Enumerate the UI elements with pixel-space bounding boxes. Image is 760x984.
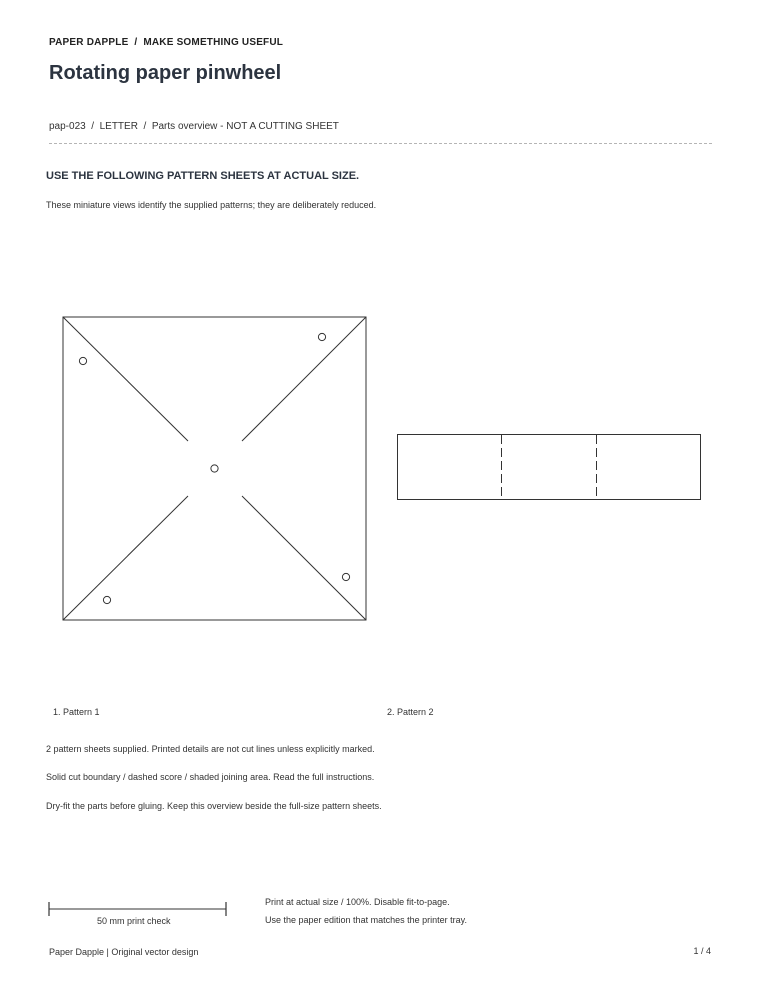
- strip-outline: [398, 435, 701, 500]
- page-number: 1 / 4: [693, 946, 711, 956]
- note-line: Solid cut boundary / dashed score / shaded joining area. Read the full instructions.: [46, 772, 375, 782]
- pin-hole: [103, 596, 110, 603]
- footer-credit: Paper Dapple | Original vector design: [49, 947, 199, 957]
- pinwheel-cut-line: [63, 317, 188, 441]
- scale-label: 50 mm print check: [97, 916, 171, 926]
- note-line: 2 pattern sheets supplied. Printed details are not cut lines unless explicitly marked.: [46, 744, 375, 754]
- note-line: Dry-fit the parts before gluing. Keep this overview beside the full-size pattern sheets.: [46, 801, 382, 811]
- pattern-1-caption: 1. Pattern 1: [53, 707, 100, 717]
- pinwheel-cut-line: [242, 496, 366, 620]
- pattern-2-caption: 2. Pattern 2: [387, 707, 434, 717]
- brand-breadcrumb: PAPER DAPPLE / MAKE SOMETHING USEFUL: [49, 37, 284, 48]
- document-meta: pap-023 / LETTER / Parts overview - NOT A CUTTING SHEET: [49, 121, 339, 132]
- pin-hole: [318, 333, 325, 340]
- pin-hole: [342, 573, 349, 580]
- pin-hole-center: [211, 465, 218, 472]
- pattern-2-preview: [396, 433, 702, 501]
- scale-bar: [47, 901, 229, 917]
- section-heading: USE THE FOLLOWING PATTERN SHEETS AT ACTUAL SIZE.: [46, 170, 360, 182]
- pinwheel-cut-line: [63, 496, 188, 620]
- pinwheel-cut-line: [242, 317, 366, 441]
- header-divider: [49, 143, 712, 144]
- print-note: Print at actual size / 100%. Disable fit-to-page.: [265, 897, 450, 907]
- print-note: Use the paper edition that matches the printer tray.: [265, 915, 467, 925]
- pattern-1-preview: [62, 316, 368, 622]
- section-intro: These miniature views identify the supplied patterns; they are deliberately reduced.: [46, 200, 377, 210]
- page-title: Rotating paper pinwheel: [49, 62, 282, 84]
- pin-hole: [79, 357, 86, 364]
